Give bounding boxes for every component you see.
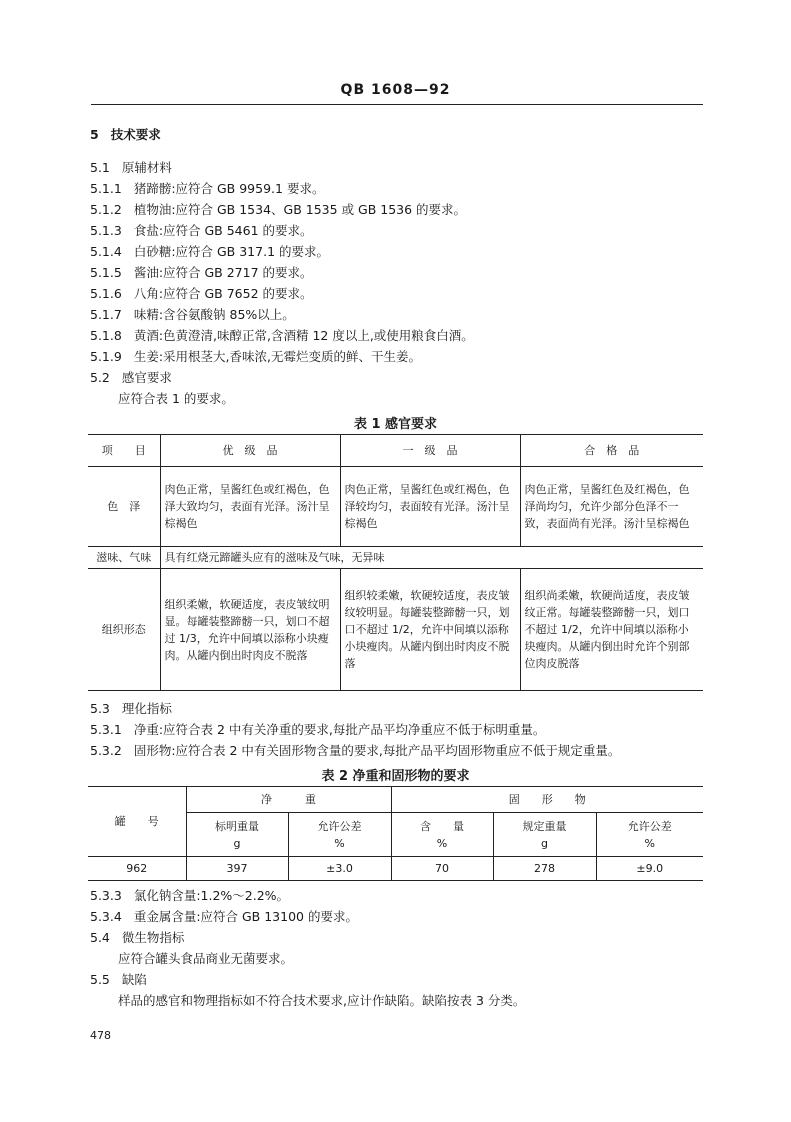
page-number: 478	[90, 1029, 111, 1042]
table2-caption: 表 2 净重和固形物的要求	[321, 769, 470, 784]
table-header: 一 级 品	[340, 435, 520, 467]
clause-text: 应符合罐头食品商业无菌要求。	[118, 951, 294, 966]
row-label: 色 泽	[88, 467, 160, 547]
clause-line: 5.1.2 植物油:应符合 GB 1534、GB 1535 或 GB 1536 的要求。	[90, 202, 467, 217]
clause-line: 5.1.1 猪蹄髈:应符合 GB 9959.1 要求。	[90, 181, 325, 196]
clause-line: 5.3 理化指标	[90, 701, 172, 716]
table-cell: ±3.0	[288, 857, 391, 881]
clause-text: 应符合表 1 的要求。	[118, 391, 234, 406]
table-header: 固 形 物	[391, 787, 703, 813]
clause-line: 5.1.6 八角:应符合 GB 7652 的要求。	[90, 286, 313, 301]
clause-line: 5.3.1 净重:应符合表 2 中有关净重的要求,每批产品平均净重应不低于标明重量。	[90, 722, 546, 737]
table1-caption: 表 1 感官要求	[353, 417, 438, 432]
row-label: 组织形态	[88, 569, 160, 691]
table-cell: 278	[493, 857, 596, 881]
clause-line: 5.4 微生物指标	[90, 930, 185, 945]
table-cell: 肉色正常，呈酱红色或红褐色，色泽较均匀，表面较有光泽。汤汁呈棕褐色	[340, 467, 520, 547]
clause-line: 5.1.4 白砂糖:应符合 GB 317.1 的要求。	[90, 244, 329, 259]
table-header: 合 格 品	[520, 435, 703, 467]
table-subheader: 允许公差 %	[288, 813, 391, 857]
table-subheader: 规定重量 g	[493, 813, 596, 857]
table-cell: 肉色正常，呈酱红色或红褐色，色泽大致均匀，表面有光泽。汤汁呈棕褐色	[160, 467, 340, 547]
table-cell: 具有红烧元蹄罐头应有的滋味及气味，无异味	[160, 547, 703, 569]
clause-line: 5.1.5 酱油:应符合 GB 2717 的要求。	[90, 265, 313, 280]
clause-line: 5.1.9 生姜:采用根茎大,香味浓,无霉烂变质的鲜、干生姜。	[90, 349, 421, 364]
table-subheader: 含 量 %	[391, 813, 493, 857]
table-cell: 组织较柔嫩，软硬较适度，表皮皱纹较明显。每罐装整蹄髈一只，划口不超过 1/2，允许中间填以添称小块瘦肉。从罐内倒出时肉皮不脱落	[340, 569, 520, 691]
sensory-table	[88, 434, 703, 691]
table-header: 净 重	[186, 787, 391, 813]
clause-line: 5.1.8 黄酒:色黄澄清,味醇正常,含酒精 12 度以上,或使用粮食白酒。	[90, 328, 474, 343]
clause-line: 5.1.7 味精:含谷氨酸钠 85%以上。	[90, 307, 295, 322]
table-cell: 肉色正常，呈酱红色及红褐色，色泽尚均匀，允许少部分色泽不一致，表面尚有光泽。汤汁呈棕褐色	[520, 467, 703, 547]
table-header: 罐 号	[88, 787, 186, 857]
clause-line: 5.3.3 氯化钠含量:1.2%～2.2%。	[90, 888, 290, 903]
table-cell: 70	[391, 857, 493, 881]
clause-line: 5.5 缺陷	[90, 972, 147, 987]
table-cell: 397	[186, 857, 288, 881]
clause-line: 5.1 原辅材料	[90, 160, 172, 175]
table-header: 项 目	[88, 435, 160, 467]
net-weight-table	[88, 786, 703, 881]
row-label: 滋味、气味	[88, 547, 160, 569]
header-rule	[91, 104, 703, 105]
table-cell: ±9.0	[596, 857, 703, 881]
table-header: 优 级 品	[160, 435, 340, 467]
section-heading: 5 技术要求	[90, 127, 161, 142]
clause-line: 5.1.3 食盐:应符合 GB 5461 的要求。	[90, 223, 313, 238]
table-subheader: 标明重量 g	[186, 813, 288, 857]
table-cell: 组织尚柔嫩，软硬尚适度，表皮皱纹正常。每罐装整蹄髈一只，划口不超过 1/2，允许中间填以添称小块瘦肉。从罐内倒出时允许个别部位肉皮脱落	[520, 569, 703, 691]
table-cell: 组织柔嫩，软硬适度，表皮皱纹明显。每罐装整蹄髈一只，划口不超过 1/3，允许中间填以添称小块瘦肉。从罐内倒出时肉皮不脱落	[160, 569, 340, 691]
table-cell: 962	[88, 857, 186, 881]
table-subheader: 允许公差 %	[596, 813, 703, 857]
document-header: QB 1608—92	[340, 82, 451, 98]
clause-text: 样品的感官和物理指标如不符合技术要求,应计作缺陷。缺陷按表 3 分类。	[118, 993, 526, 1008]
clause-line: 5.2 感官要求	[90, 370, 172, 385]
clause-line: 5.3.2 固形物:应符合表 2 中有关固形物含量的要求,每批产品平均固形物重应不低于规定重量。	[90, 743, 621, 758]
clause-line: 5.3.4 重金属含量:应符合 GB 13100 的要求。	[90, 909, 358, 924]
